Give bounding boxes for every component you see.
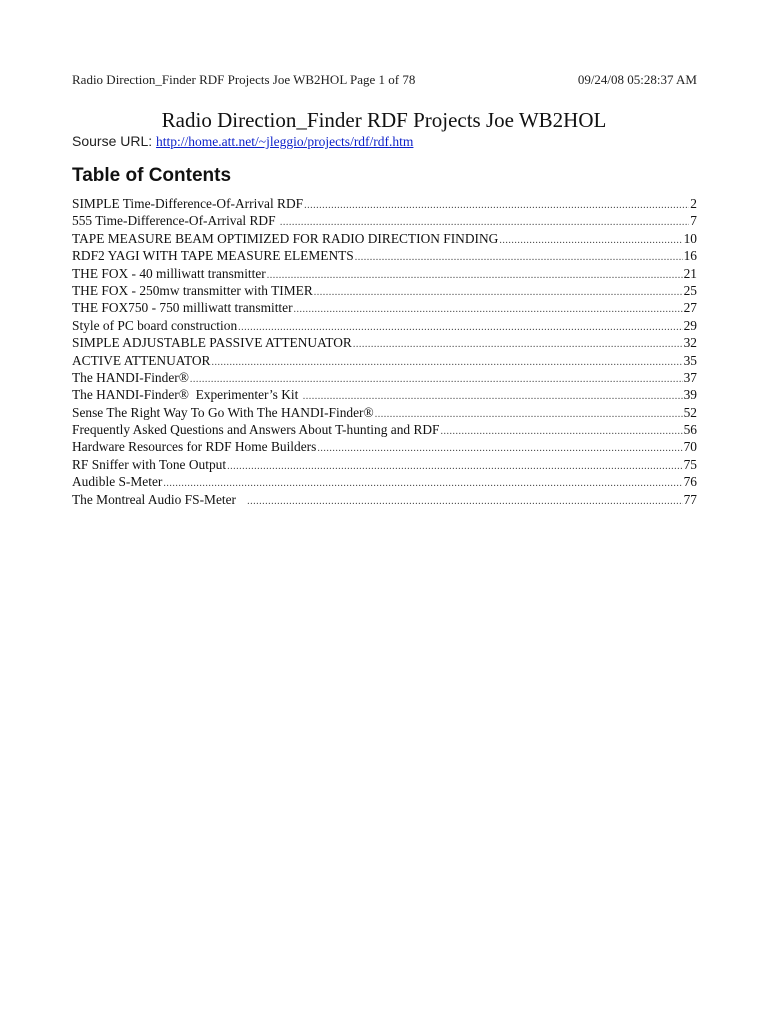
- toc-entry-title: Hardware Resources for RDF Home Builders: [72, 439, 317, 455]
- toc-dot-leader: [375, 406, 683, 421]
- toc-entry[interactable]: [72, 195, 697, 212]
- toc-entry-title: THE FOX - 250mw transmitter with TIMER: [72, 282, 313, 298]
- toc-entry-page: 2: [690, 196, 697, 211]
- toc-dot-leader: [355, 249, 683, 264]
- toc-entry-title: Sense The Right Way To Go With The HANDI-Finder®: [72, 404, 374, 420]
- toc-entry-page: 75: [683, 456, 697, 472]
- toc-entry[interactable]: [72, 230, 697, 247]
- toc-entry[interactable]: [72, 299, 697, 316]
- toc-dot-leader: [294, 301, 683, 316]
- toc-dot-leader: [163, 475, 682, 490]
- toc-entry[interactable]: [72, 265, 697, 282]
- header-title: Radio Direction_Finder RDF Projects Joe WB2HOL Page 1 of 78: [72, 72, 416, 87]
- toc-dot-leader: [190, 371, 683, 386]
- toc-entry-title: Style of PC board construction: [72, 317, 238, 333]
- toc-entry-page: 7: [690, 213, 697, 229]
- toc-dot-leader: [317, 440, 682, 455]
- source-url-link[interactable]: http://home.att.net/~jleggio/projects/rdf/rdf.htm: [156, 134, 414, 149]
- toc-dot-leader: [353, 336, 683, 351]
- toc-entry-page: 77: [683, 491, 697, 507]
- toc-dot-leader: [304, 197, 689, 212]
- toc-entry-page: 29: [683, 317, 697, 333]
- toc-entry[interactable]: [72, 456, 697, 473]
- toc-entry[interactable]: [72, 282, 697, 299]
- toc-entry-title: TAPE MEASURE BEAM OPTIMIZED FOR RADIO DIRECTION FINDING: [72, 230, 499, 246]
- toc-entry-page: 10: [683, 230, 697, 246]
- toc-entry[interactable]: [72, 334, 697, 351]
- toc-entry-page: 32: [683, 335, 697, 351]
- table-of-contents: [72, 195, 697, 508]
- toc-dot-leader: [314, 284, 683, 299]
- toc-entry-page: 16: [683, 248, 697, 264]
- toc-entry-title: RF Sniffer with Tone Output: [72, 456, 227, 472]
- toc-dot-leader: [303, 388, 683, 403]
- source-label: Sourse URL:: [72, 133, 157, 149]
- toc-entry-title: The Montreal Audio FS-Meter: [72, 491, 247, 507]
- toc-entry[interactable]: [72, 491, 697, 508]
- source-line: [72, 132, 413, 152]
- toc-entry-page: 56: [683, 422, 697, 438]
- toc-entry-page: 70: [683, 439, 697, 455]
- toc-entry[interactable]: [72, 386, 697, 403]
- toc-entry[interactable]: [72, 247, 697, 264]
- toc-entry[interactable]: [72, 212, 697, 229]
- toc-entry-page: 21: [683, 265, 697, 281]
- toc-dot-leader: [267, 267, 683, 282]
- toc-entry-page: 76: [683, 474, 697, 490]
- toc-heading: Table of Contents: [72, 165, 232, 186]
- toc-dot-leader: [441, 423, 683, 438]
- toc-entry-title: The HANDI-Finder® Experimenter’s Kit: [72, 387, 302, 403]
- toc-dot-leader: [499, 232, 682, 247]
- toc-dot-leader: [227, 458, 683, 473]
- toc-entry-title: Audible S-Meter: [72, 474, 163, 490]
- toc-entry-title: THE FOX - 40 milliwatt transmitter: [72, 265, 266, 281]
- toc-entry[interactable]: [72, 473, 697, 490]
- toc-entry-page: 27: [683, 300, 697, 316]
- toc-dot-leader: [212, 354, 683, 369]
- toc-entry-title: THE FOX750 - 750 milliwatt transmitter: [72, 300, 293, 316]
- document-title: Radio Direction_Finder RDF Projects Joe WB2HOL: [161, 108, 607, 132]
- toc-entry-page: 52: [683, 404, 697, 420]
- toc-entry-page: 25: [683, 282, 697, 298]
- toc-entry[interactable]: [72, 317, 697, 334]
- toc-dot-leader: [247, 493, 683, 508]
- toc-entry-title: SIMPLE Time-Difference-Of-Arrival RDF: [72, 196, 304, 211]
- toc-entry-title: SIMPLE ADJUSTABLE PASSIVE ATTENUATOR: [72, 335, 352, 351]
- toc-entry[interactable]: [72, 421, 697, 438]
- toc-dot-leader: [238, 319, 682, 334]
- toc-entry[interactable]: [72, 369, 697, 386]
- header-timestamp: 09/24/08 05:28:37 AM: [577, 72, 697, 87]
- toc-entry-page: 39: [683, 387, 697, 403]
- toc-dot-leader: [280, 214, 689, 229]
- toc-entry[interactable]: [72, 438, 697, 455]
- toc-entry-title: ACTIVE ATTENUATOR: [72, 352, 211, 368]
- toc-entry-title: The HANDI-Finder®: [72, 369, 189, 385]
- toc-entry[interactable]: [72, 352, 697, 369]
- toc-entry-title: 555 Time-Difference-Of-Arrival RDF: [72, 213, 279, 229]
- running-header: [72, 71, 697, 89]
- toc-entry-title: Frequently Asked Questions and Answers About T-hunting and RDF: [72, 422, 440, 438]
- toc-entry-page: 37: [683, 369, 697, 385]
- toc-entry-title: RDF2 YAGI WITH TAPE MEASURE ELEMENTS: [72, 248, 354, 264]
- toc-entry-page: 35: [683, 352, 697, 368]
- toc-entry[interactable]: [72, 404, 697, 421]
